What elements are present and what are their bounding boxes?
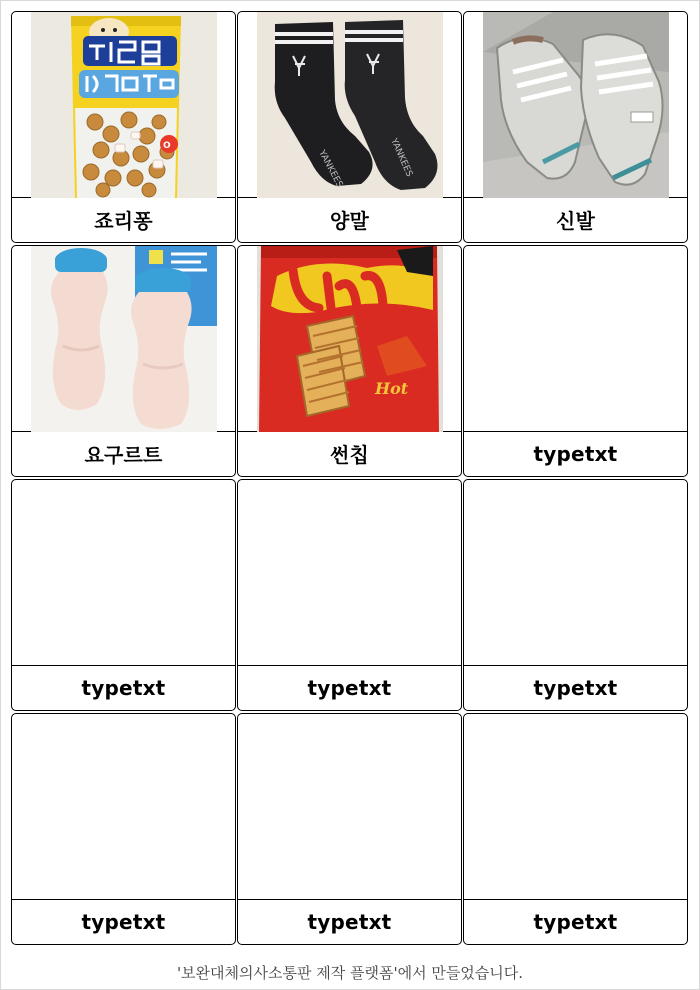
card-image (238, 12, 461, 198)
card-image-empty (12, 480, 235, 666)
svg-text:YANKEES: YANKEES (315, 148, 344, 190)
card-image (12, 12, 235, 198)
card-label: 죠리퐁 (94, 209, 153, 233)
svg-text:YANKEES: YANKEES (387, 137, 414, 179)
card-empty[interactable] (463, 479, 688, 711)
card-image-empty (464, 480, 687, 666)
black-socks-image (257, 12, 443, 198)
yogurt-bottles-image (31, 246, 217, 432)
sunchip-snack-bag-image (257, 246, 443, 432)
card-shoes[interactable] (463, 11, 688, 243)
sneakers-image (483, 12, 669, 198)
card-image-empty (238, 480, 461, 666)
card-label: 요구르트 (84, 443, 163, 467)
card-image-empty (464, 714, 687, 900)
card-empty[interactable] (11, 713, 236, 945)
card-joripong[interactable] (11, 11, 236, 243)
card-empty[interactable] (11, 479, 236, 711)
footer-credit: '보완대체의사소통판 제작 플랫폼'에서 만들었습니다. (176, 964, 524, 982)
card-label: typetxt (81, 909, 166, 934)
card-sunchip[interactable] (237, 245, 462, 477)
card-label: 썬칩 (329, 443, 370, 467)
card-label: typetxt (307, 675, 392, 700)
card-label: typetxt (533, 441, 618, 466)
card-socks[interactable] (237, 11, 462, 243)
card-label: 신발 (555, 209, 596, 233)
card-label: typetxt (81, 675, 166, 700)
card-empty[interactable] (237, 479, 462, 711)
card-image-empty (238, 714, 461, 900)
cereal-snack-bag-image (31, 12, 217, 198)
card-image (464, 12, 687, 198)
card-image-empty (12, 714, 235, 900)
card-empty[interactable] (463, 713, 688, 945)
svg-text:O: O (162, 141, 171, 151)
card-image (12, 246, 235, 432)
communication-board-grid (11, 11, 688, 945)
card-label: typetxt (533, 909, 618, 934)
card-image-empty (464, 246, 687, 432)
card-empty[interactable] (463, 245, 688, 477)
card-label: typetxt (533, 675, 618, 700)
card-label: typetxt (307, 909, 392, 934)
card-image (238, 246, 461, 432)
card-yogurt[interactable] (11, 245, 236, 477)
card-empty[interactable] (237, 713, 462, 945)
svg-text:Hot: Hot (374, 379, 408, 398)
card-label: 양말 (329, 209, 370, 233)
